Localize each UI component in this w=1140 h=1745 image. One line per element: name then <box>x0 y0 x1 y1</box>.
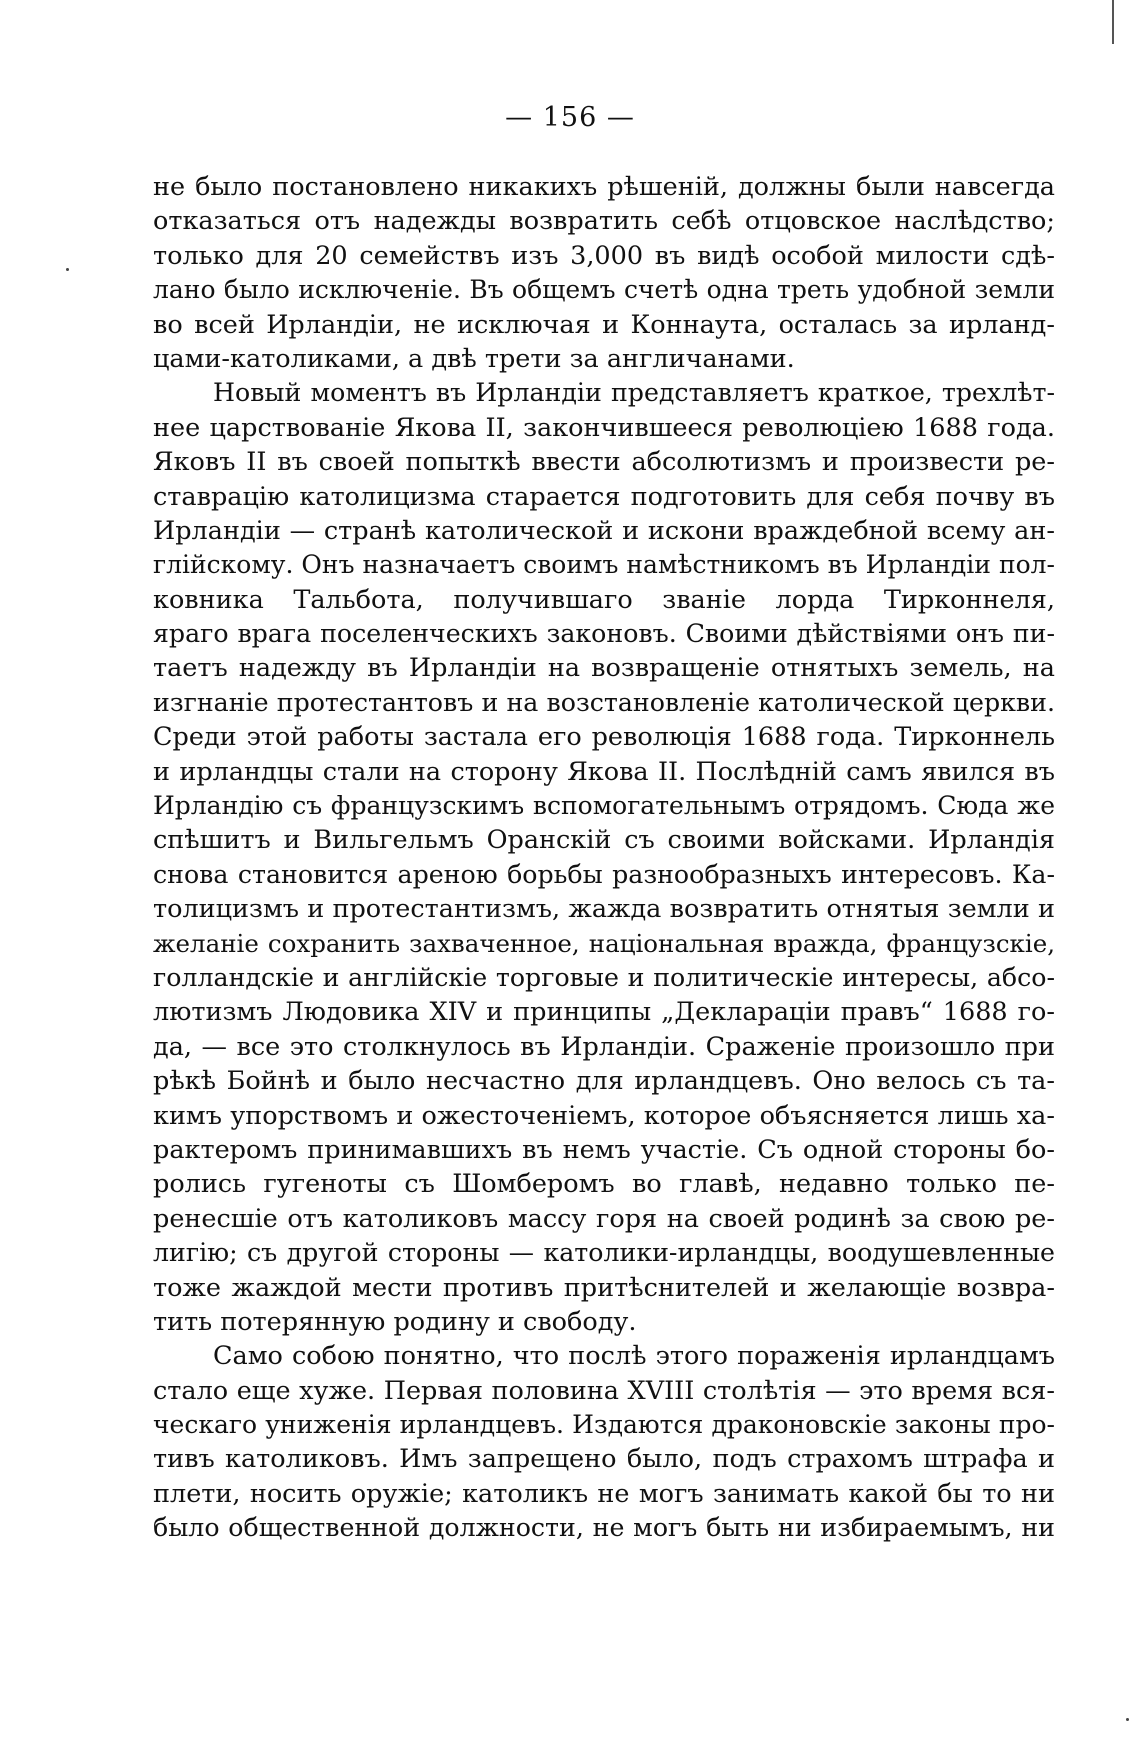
text-line: кимъ упорствомъ и ожесточеніемъ, которое объясняется лишь ха- <box>153 1100 1055 1131</box>
text-line: тивъ католиковъ. Имъ запрещено было, подъ страхомъ штрафа и <box>153 1444 1055 1475</box>
text-line: толицизмъ и протестантизмъ, жажда возвратить отнятыя земли и <box>153 894 1055 925</box>
text-line: ставрацію католицизма старается подготовить для себя почву въ <box>153 481 1055 512</box>
text-line: лютизмъ Людовика XIV и принципы „Деклараціи правъ“ 1688 го- <box>153 997 1055 1028</box>
page-number: — 156 — <box>505 102 635 133</box>
text-line: тить потерянную родину и свободу. <box>153 1306 637 1337</box>
text-line: рактеромъ принимавшихъ въ немъ участіе. Съ одной стороны бо- <box>153 1134 1055 1165</box>
scan-speck <box>1126 1718 1129 1721</box>
text-line: Ирландіи — странѣ католической и искони враждебной всему ан- <box>153 515 1055 546</box>
text-line: изгнаніе протестантовъ и на возстановленіе католической церкви. <box>153 687 1055 717</box>
text-line: плети, носить оружіе; католикъ не могъ занимать какой бы то ни <box>153 1478 1055 1509</box>
text-line: стало еще хуже. Первая половина XVIII столѣтія — это время вся- <box>153 1375 1055 1406</box>
text-line: ческаго униженія ирландцевъ. Издаются драконовскіе законы про- <box>153 1410 1055 1440</box>
text-line: Ирландію съ французскимъ вспомогательнымъ отрядомъ. Сюда же <box>153 791 1055 821</box>
text-line: Среди этой работы застала его революція 1688 года. Тирконнель <box>153 722 1055 753</box>
text-line: спѣшитъ и Вильгельмъ Оранскій съ своими войсками. Ирландія <box>153 825 1055 856</box>
scan-speck <box>66 268 69 271</box>
text-line: не было постановлено никакихъ рѣшеній, должны были навсегда <box>153 172 1055 202</box>
body-text <box>153 170 1055 1546</box>
text-line: глійскому. Онъ назначаетъ своимъ намѣстникомъ въ Ирландіи пол- <box>153 550 1055 580</box>
text-line: только для 20 семействъ изъ 3,000 въ видѣ особой милости сдѣ- <box>153 240 1055 271</box>
text-line: да, — все это столкнулось въ Ирландіи. Сраженіе произошло при <box>153 1031 1055 1062</box>
scan-edge-mark <box>1112 0 1114 44</box>
text-line: желаніе сохранить захваченное, національная вражда, французскіе, <box>153 928 1055 958</box>
text-line: рѣкѣ Бойнѣ и было несчастно для ирландцевъ. Оно велось съ та- <box>153 1066 1055 1097</box>
text-line: ковника Тальбота, получившаго званіе лорда Тирконнеля, <box>153 584 1055 615</box>
paragraph-1 <box>153 170 1055 376</box>
text-line: таетъ надежду въ Ирландіи на возвращеніе отнятыхъ земель, на <box>153 653 1055 684</box>
text-line: отказаться отъ надежды возвратить себѣ отцовское наслѣдство; <box>153 206 1055 237</box>
text-line: снова становится ареною борьбы разнообразныхъ интересовъ. Ка- <box>153 859 1055 889</box>
text-line: Яковъ II въ своей попыткѣ ввести абсолютизмъ и произвести ре- <box>153 447 1055 478</box>
text-line: лигію; съ другой стороны — католики-ирландцы, воодушевленные <box>153 1238 1055 1268</box>
text-line: Новый моментъ въ Ирландіи представляетъ краткое, трехлѣт- <box>213 378 1055 408</box>
text-line: цами-католиками, а двѣ трети за англичанами. <box>153 343 795 374</box>
text-line: во всей Ирландіи, не исключая и Коннаута, осталась за ирланд- <box>153 309 1055 340</box>
text-line: нее царствованіе Якова II, закончившееся революціею 1688 года. <box>153 412 1055 443</box>
paragraph-2 <box>153 376 1055 1339</box>
paragraph-3 <box>153 1339 1055 1545</box>
text-line: голландскіе и англійскіе торговые и политическіе интересы, абсо- <box>153 962 1055 992</box>
text-line: лано было исключеніе. Въ общемъ счетѣ одна треть удобной земли <box>153 275 1055 305</box>
text-line: Само собою понятно, что послѣ этого пораженія ирландцамъ <box>213 1341 1055 1372</box>
text-line: было общественной должности, не могъ быть ни избираемымъ, ни <box>153 1513 1055 1543</box>
text-line: ренесшіе отъ католиковъ массу горя на своей родинѣ за свою ре- <box>153 1203 1055 1234</box>
text-line: яраго врага поселенческихъ законовъ. Своими дѣйствіями онъ пи- <box>153 619 1055 649</box>
text-line: тоже жаждой мести противъ притѣснителей и желающіе возвра- <box>153 1272 1055 1303</box>
text-line: и ирландцы стали на сторону Якова II. Послѣдній самъ явился въ <box>153 756 1055 787</box>
text-line: ролись гугеноты съ Шомберомъ во главѣ, недавно только пе- <box>153 1169 1055 1200</box>
